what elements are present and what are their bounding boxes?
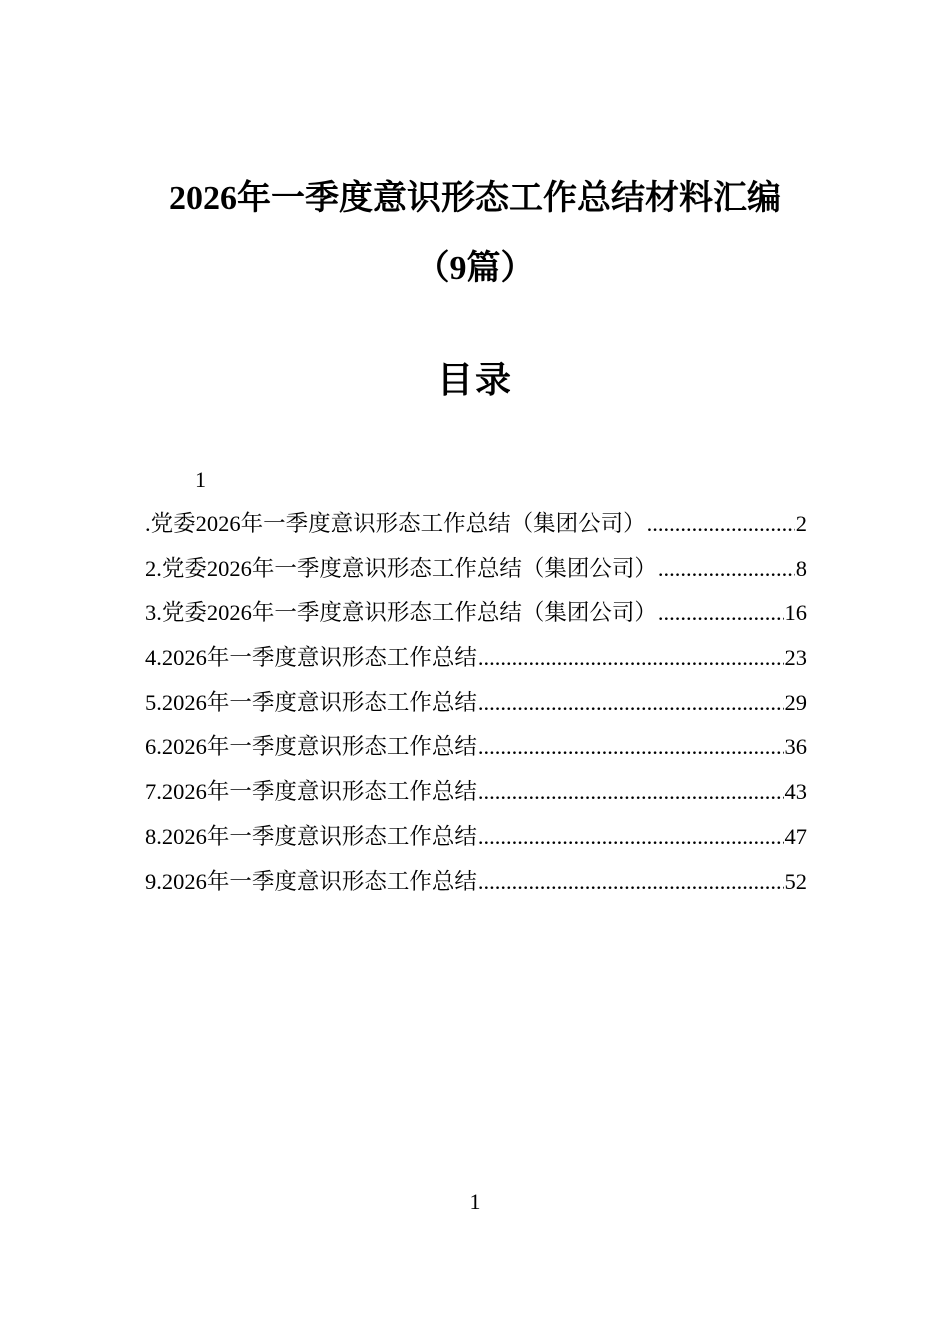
toc-entry[interactable]: [145, 685, 807, 730]
toc-entry-title: 6.2026年一季度意识形态工作总结: [145, 734, 477, 760]
toc-entry-page: 52: [784, 868, 807, 894]
toc-entry[interactable]: [145, 729, 807, 774]
page-number: 1: [469, 1189, 481, 1214]
toc-entry[interactable]: [145, 640, 807, 685]
toc-entry-title: 4.2026年一季度意识形态工作总结: [145, 645, 477, 671]
toc-entry-page: 8: [795, 555, 807, 581]
toc-leader-dots: [478, 645, 784, 671]
toc-item-number: 1: [195, 467, 206, 492]
toc-entry-page: 47: [784, 823, 807, 849]
toc-entry-title: 5.2026年一季度意识形态工作总结: [145, 689, 477, 715]
toc-entry-page: 43: [784, 779, 807, 805]
toc-heading: 目录: [436, 360, 513, 400]
document-title: 2026年一季度意识形态工作总结材料汇编: [169, 180, 781, 217]
table-of-contents: [145, 506, 807, 908]
toc-entry-title: 9.2026年一季度意识形态工作总结: [145, 868, 477, 894]
toc-entry-title: 8.2026年一季度意识形态工作总结: [145, 823, 477, 849]
toc-entry[interactable]: [145, 774, 807, 819]
toc-entry[interactable]: [145, 819, 807, 864]
toc-entry[interactable]: [145, 551, 807, 596]
toc-entry-title: 3.党委2026年一季度意识形态工作总结（集团公司）: [145, 600, 657, 626]
toc-entry-page: 23: [784, 645, 807, 671]
toc-entry-page: 36: [784, 734, 807, 760]
toc-entry-page: 2: [795, 511, 807, 536]
document-subtitle: （9篇）: [415, 250, 535, 287]
toc-leader-dots: [658, 556, 795, 582]
toc-leader-dots: [658, 600, 784, 626]
toc-entry[interactable]: [145, 595, 807, 640]
toc-leader-dots: [478, 824, 784, 850]
toc-entry-page: 16: [784, 600, 807, 626]
toc-leader-dots: [478, 734, 784, 760]
toc-leader-dots: [647, 511, 795, 537]
toc-leader-dots: [478, 690, 784, 716]
toc-entry-title: .党委2026年一季度意识形态工作总结（集团公司）: [145, 511, 646, 536]
toc-entry-page: 29: [784, 689, 807, 715]
toc-entry[interactable]: [145, 506, 807, 551]
toc-entry-title: 2.党委2026年一季度意识形态工作总结（集团公司）: [145, 555, 657, 581]
toc-leader-dots: [478, 869, 784, 895]
toc-entry[interactable]: [145, 864, 807, 909]
toc-entry-title: 7.2026年一季度意识形态工作总结: [145, 779, 477, 805]
toc-leader-dots: [478, 779, 784, 805]
